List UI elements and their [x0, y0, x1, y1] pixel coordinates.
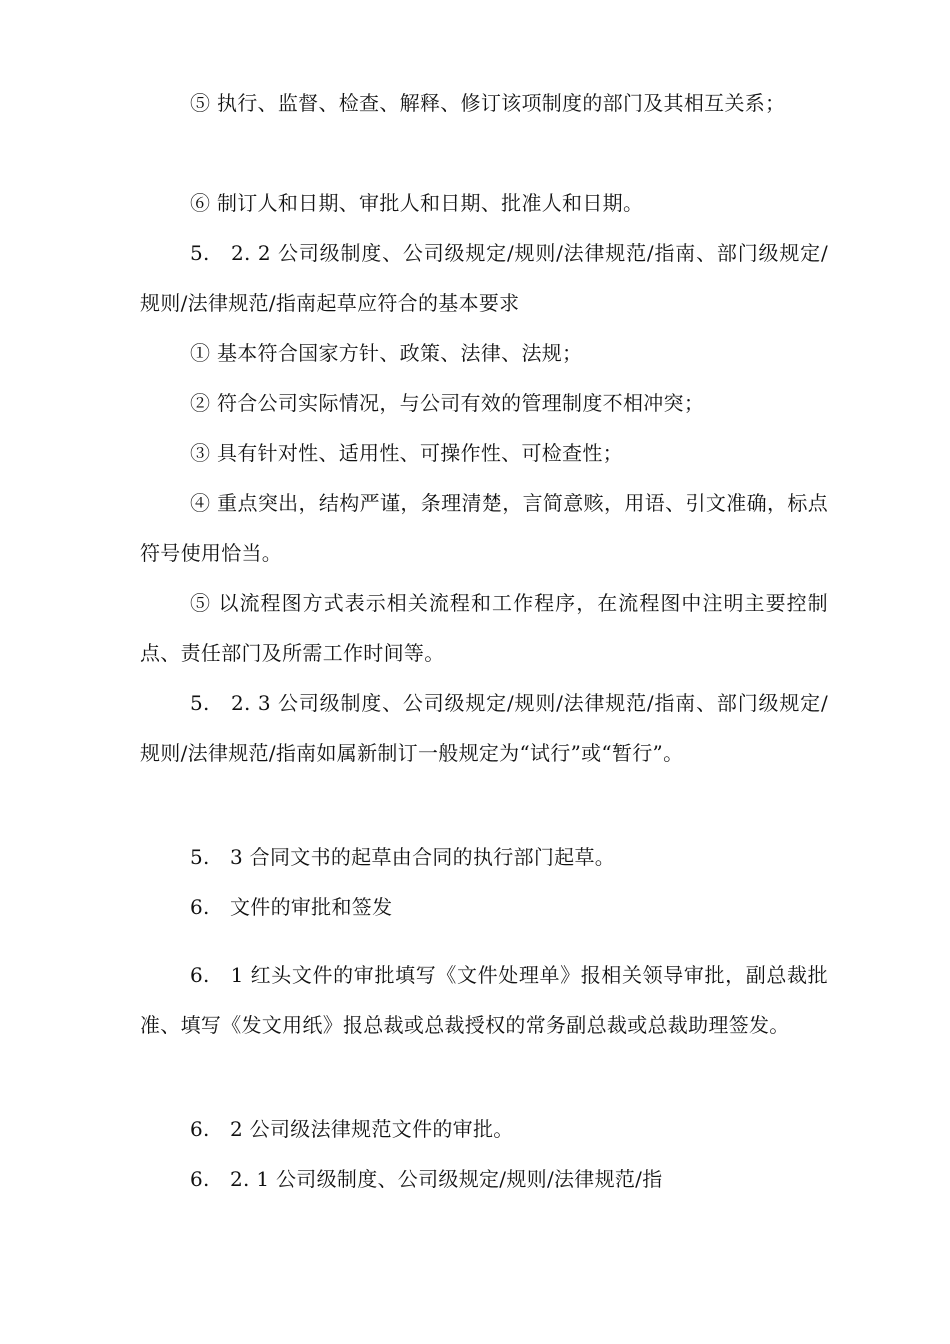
paragraph-item-5-departments: ⑤ 执行、监督、检查、解释、修订该项制度的部门及其相互关系；: [190, 91, 786, 115]
paragraph-section-6-2: 6. 2 公司级法律规范文件的审批。: [190, 1117, 514, 1141]
paragraph-section-6-1: 6. 1 红头文件的审批填写《文件处理单》报相关领导审批，副总裁批准、填写《发文用纸》报总裁或总裁授权的常务副总裁或总裁助理签发。: [140, 963, 828, 1037]
paragraph-section-5-2-3: 5. 2. 3 公司级制度、公司级规定/规则/法律规范/指南、部门级规定/规则/法律规范/指南如属新制订一般规定为“试行”或“暂行”。: [140, 691, 828, 765]
paragraph-section-6-2-1: 6. 2. 1 公司级制度、公司级规定/规则/法律规范/指: [190, 1167, 663, 1191]
paragraph-section-5-3: 5. 3 合同文书的起草由合同的执行部门起草。: [190, 845, 616, 869]
heading-section-6: 6. 文件的审批和签发: [190, 895, 393, 919]
paragraph-section-5-2-2: 5. 2. 2 公司级制度、公司级规定/规则/法律规范/指南、部门级规定/规则/法律规范/指南起草应符合的基本要求: [140, 241, 828, 315]
paragraph-requirement-5: ⑤ 以流程图方式表示相关流程和工作程序，在流程图中注明主要控制点、责任部门及所需工作时间等。: [140, 591, 828, 665]
paragraph-requirement-3: ③ 具有针对性、适用性、可操作性、可检查性；: [190, 441, 623, 465]
paragraph-item-6-signatures: ⑥ 制订人和日期、审批人和日期、批准人和日期。: [190, 191, 644, 215]
paragraph-requirement-4: ④ 重点突出，结构严谨，条理清楚，言简意赅，用语、引文准确，标点符号使用恰当。: [140, 491, 828, 565]
paragraph-requirement-2: ② 符合公司实际情况，与公司有效的管理制度不相冲突；: [190, 391, 705, 415]
paragraph-requirement-1: ① 基本符合国家方针、政策、法律、法规；: [190, 341, 583, 365]
